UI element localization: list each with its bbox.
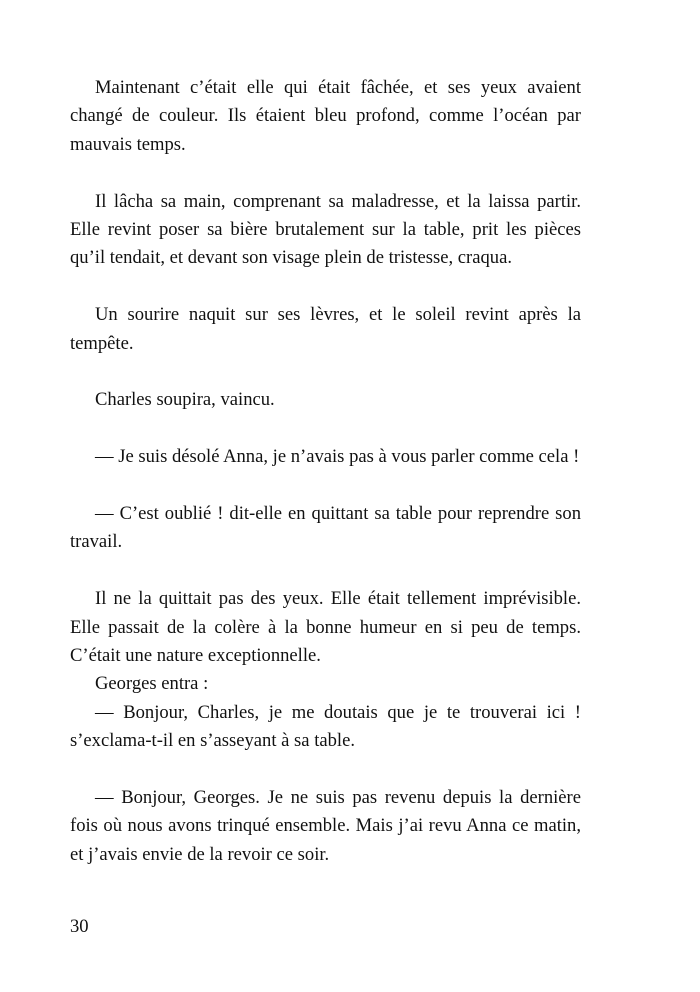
paragraph-9: — Bonjour, Charles, je me doutais que je te trouverai ici ! s’exclama-t-il en s’asseyant à sa table. [70,701,581,752]
paragraph-5: — Je suis désolé Anna, je n’avais pas à vous parler comme cela ! [95,446,580,468]
paragraph-4: Charles soupira, vaincu. [95,389,275,411]
paragraph-3: Un sourire naquit sur ses lèvres, et le soleil revint après la tempête. [70,304,581,354]
paragraph-8: Georges entra : [95,673,209,695]
body-text [70,74,581,869]
paragraph-1: Maintenant c’était elle qui était fâchée, et ses yeux avaient changé de couleur. Ils étaient bleu profond, comme l’océan par mauvais temps. [70,77,581,155]
paragraph-7: Il ne la quittait pas des yeux. Elle était tellement imprévisible. Elle passait de la colère à la bonne humeur en si peu de temps. C’était une nature exceptionnelle. [70,588,581,667]
page-number: 30 [70,916,89,937]
paragraph-6: — C’est oublié ! dit-elle en quittant sa table pour reprendre son travail. [70,503,581,553]
paragraph-2: Il lâcha sa main, comprenant sa maladresse, et la laissa partir. Elle revint poser sa bière brutalement sur la table, prit les pièces qu’il tendait, et devant son visage plein de tristesse, craqua. [70,190,581,269]
paragraph-10: — Bonjour, Georges. Je ne suis pas revenu depuis la dernière fois où nous avons trinqué ensemble. Mais j’ai revu Anna ce matin, et j’avais envie de la revoir ce soir. [70,787,581,865]
